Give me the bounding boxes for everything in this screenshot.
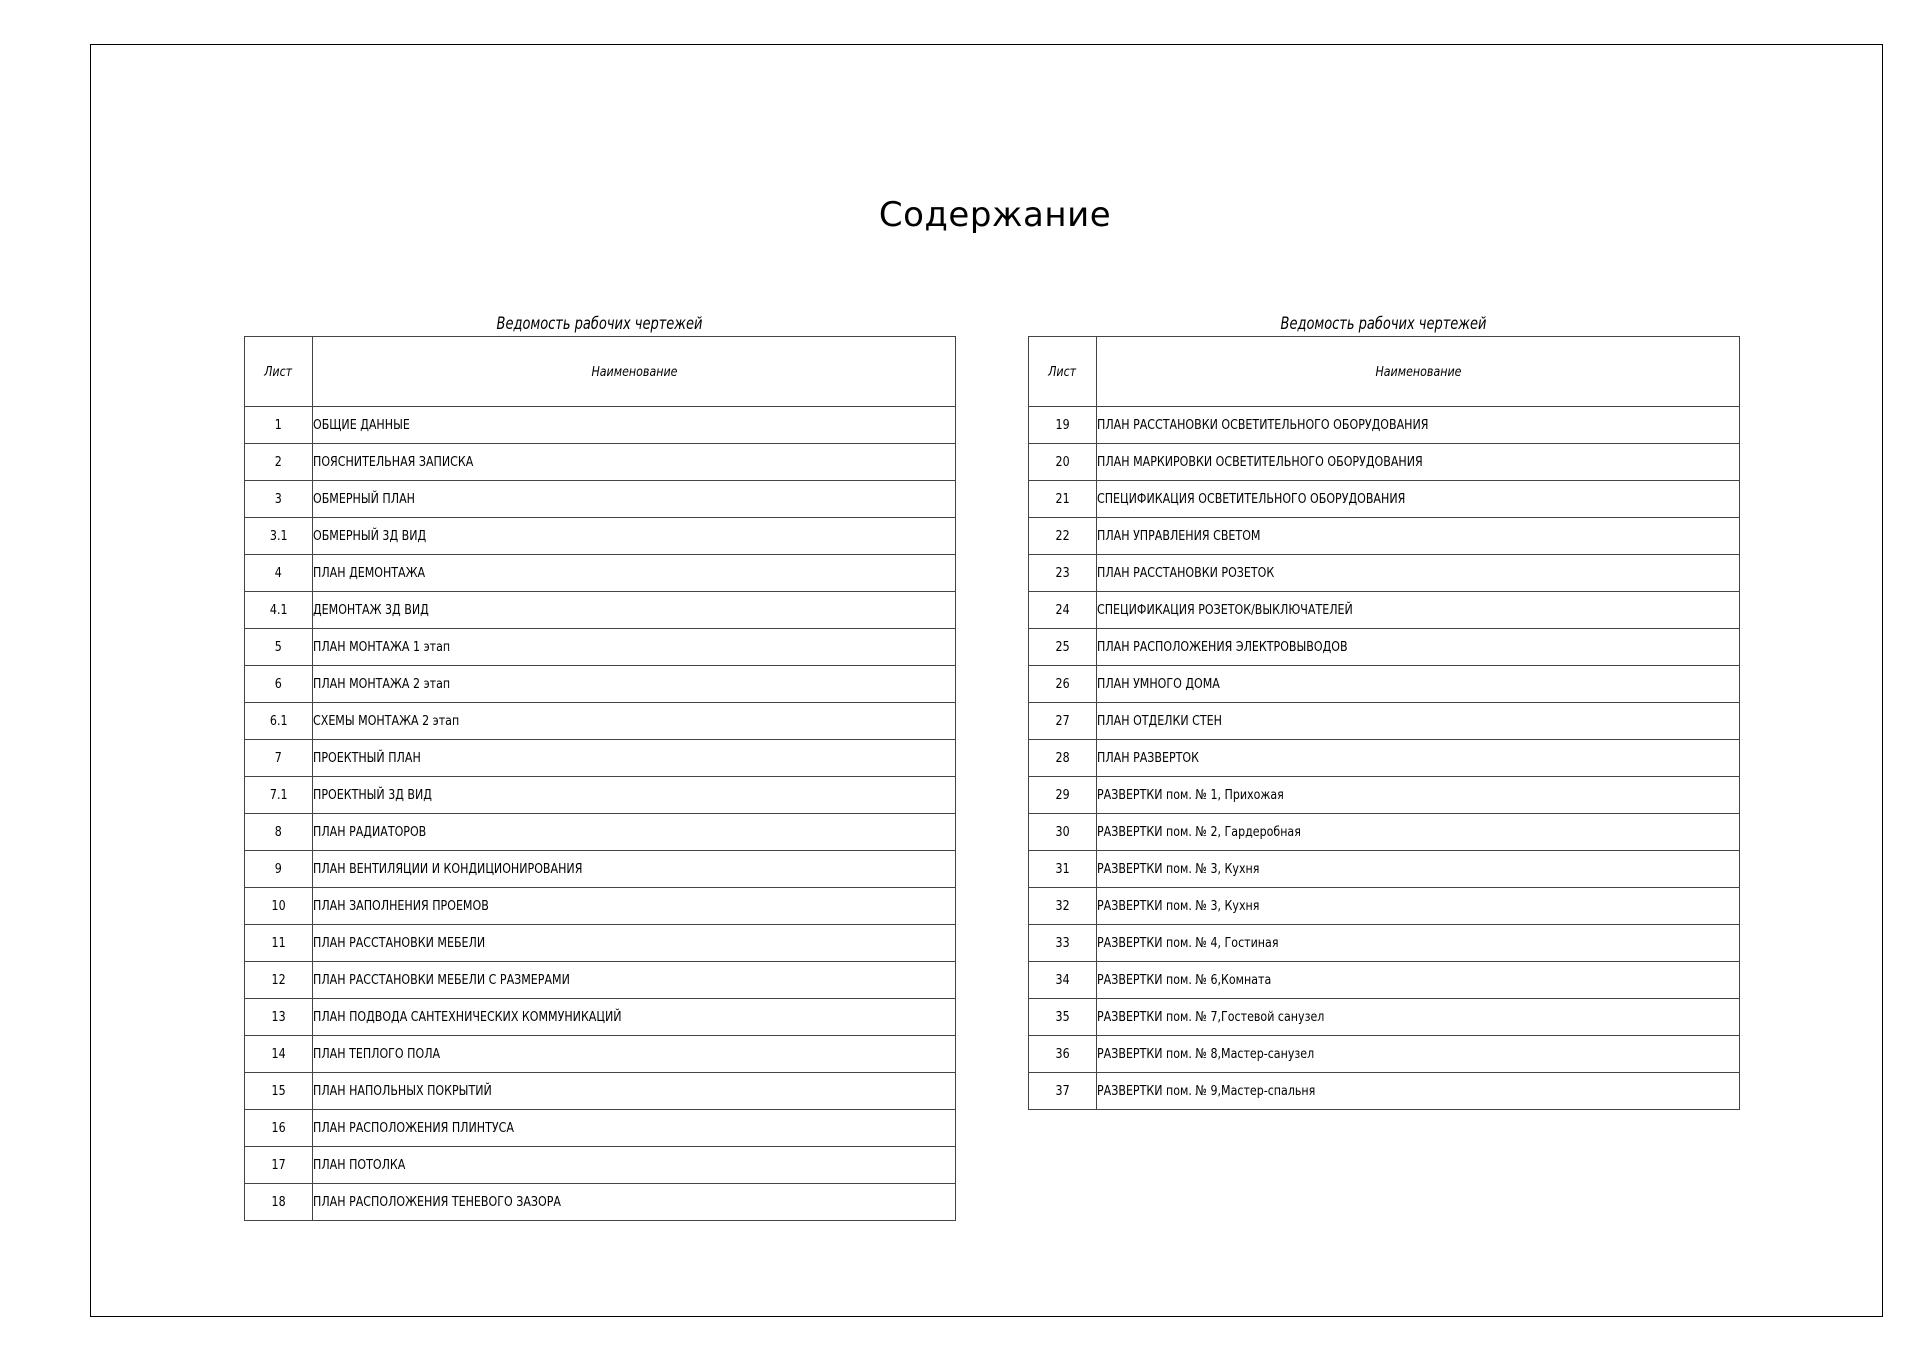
sheet-number: 6.1 (245, 703, 313, 740)
header-name: Наименование (313, 337, 956, 407)
sheet-list-right (1028, 312, 1739, 1110)
sheet-number: 10 (245, 888, 313, 925)
sheet-number: 35 (1029, 999, 1097, 1036)
sheet-name: ПЛАН РАДИАТОРОВ (313, 814, 956, 851)
sheet-number: 6 (245, 666, 313, 703)
sheet-number: 32 (1029, 888, 1097, 925)
sheet-name: РАЗВЕРТКИ пом. № 7,Гостевой санузел (1097, 999, 1740, 1036)
table-row (1029, 407, 1740, 444)
table-row (245, 592, 956, 629)
page-title: Содержание (878, 194, 1112, 235)
table-row (245, 407, 956, 444)
sheet-name: РАЗВЕРТКИ пом. № 2, Гардеробная (1097, 814, 1740, 851)
sheet-name: ПЛАН УМНОГО ДОМА (1097, 666, 1740, 703)
table-row (245, 1073, 956, 1110)
table-header-row (1029, 337, 1740, 407)
sheet-name: ПРОЕКТНЫЙ ПЛАН (313, 740, 956, 777)
sheet-number: 2 (245, 444, 313, 481)
table-row (245, 444, 956, 481)
table-row (1029, 999, 1740, 1036)
table-body (1029, 407, 1740, 1110)
table-row (1029, 777, 1740, 814)
sheet-number: 23 (1029, 555, 1097, 592)
sheet-name: ПЛАН ВЕНТИЛЯЦИИ И КОНДИЦИОНИРОВАНИЯ (313, 851, 956, 888)
sheet-name: ПОЯСНИТЕЛЬНАЯ ЗАПИСКА (313, 444, 956, 481)
sheet-number: 3 (245, 481, 313, 518)
sheet-name: ПЛАН ОТДЕЛКИ СТЕН (1097, 703, 1740, 740)
table-header-row (245, 337, 956, 407)
header-sheet: Лист (245, 337, 313, 407)
table-row (1029, 962, 1740, 999)
table-body (245, 407, 956, 1221)
header-name: Наименование (1097, 337, 1740, 407)
sheet-name: ДЕМОНТАЖ 3Д ВИД (313, 592, 956, 629)
table-row (1029, 592, 1740, 629)
sheet-number: 17 (245, 1147, 313, 1184)
table-row (245, 555, 956, 592)
sheet-name: РАЗВЕРТКИ пом. № 6,Комната (1097, 962, 1740, 999)
table-row (1029, 740, 1740, 777)
sheet-name: РАЗВЕРТКИ пом. № 3, Кухня (1097, 851, 1740, 888)
table-row (245, 1036, 956, 1073)
sheet-number: 22 (1029, 518, 1097, 555)
sheet-number: 28 (1029, 740, 1097, 777)
sheet-number: 16 (245, 1110, 313, 1147)
table-row (1029, 1036, 1740, 1073)
sheet-number: 20 (1029, 444, 1097, 481)
sheet-number: 12 (245, 962, 313, 999)
sheet-name: РАЗВЕРТКИ пом. № 1, Прихожая (1097, 777, 1740, 814)
sheet-number: 18 (245, 1184, 313, 1221)
sheet-number: 13 (245, 999, 313, 1036)
table-row (1029, 518, 1740, 555)
sheet-name: ПЛАН ПОТОЛКА (313, 1147, 956, 1184)
sheet-number: 15 (245, 1073, 313, 1110)
sheet-name: ПЛАН РАССТАНОВКИ МЕБЕЛИ (313, 925, 956, 962)
table-row (1029, 703, 1740, 740)
table-row (245, 962, 956, 999)
sheet-name: СПЕЦИФИКАЦИЯ РОЗЕТОК/ВЫКЛЮЧАТЕЛЕЙ (1097, 592, 1740, 629)
sheet-name: СХЕМЫ МОНТАЖА 2 этап (313, 703, 956, 740)
sheet-number: 24 (1029, 592, 1097, 629)
sheet-name: ПЛАН НАПОЛЬНЫХ ПОКРЫТИЙ (313, 1073, 956, 1110)
sheet-name: ПЛАН РАСПОЛОЖЕНИЯ ЭЛЕКТРОВЫВОДОВ (1097, 629, 1740, 666)
table-row (245, 740, 956, 777)
table-row (1029, 555, 1740, 592)
table-row (1029, 666, 1740, 703)
sheet-name: ПЛАН РАССТАНОВКИ РОЗЕТОК (1097, 555, 1740, 592)
sheet-number: 37 (1029, 1073, 1097, 1110)
sheet-name: ПЛАН РАССТАНОВКИ МЕБЕЛИ С РАЗМЕРАМИ (313, 962, 956, 999)
sheet-number: 31 (1029, 851, 1097, 888)
sheet-number: 5 (245, 629, 313, 666)
table-row (1029, 925, 1740, 962)
table-row (1029, 481, 1740, 518)
table-row (245, 888, 956, 925)
sheet-table (1028, 336, 1740, 1110)
table-row (245, 481, 956, 518)
sheet-number: 25 (1029, 629, 1097, 666)
sheet-name: ПЛАН УПРАВЛЕНИЯ СВЕТОМ (1097, 518, 1740, 555)
table-caption: Ведомость рабочих чертежей (1280, 314, 1487, 334)
sheet-number: 7.1 (245, 777, 313, 814)
sheet-name: ОБМЕРНЫЙ ПЛАН (313, 481, 956, 518)
sheet-table (244, 336, 956, 1221)
sheet-name: ОБМЕРНЫЙ 3Д ВИД (313, 518, 956, 555)
table-row (1029, 629, 1740, 666)
sheet-name: РАЗВЕРТКИ пом. № 8,Мастер-санузел (1097, 1036, 1740, 1073)
table-row (245, 1110, 956, 1147)
table-row (245, 629, 956, 666)
sheet-name: ПЛАН РАЗВЕРТОК (1097, 740, 1740, 777)
table-row (1029, 444, 1740, 481)
sheet-name: ПЛАН ЗАПОЛНЕНИЯ ПРОЕМОВ (313, 888, 956, 925)
sheet-name: ПЛАН ТЕПЛОГО ПОЛА (313, 1036, 956, 1073)
header-sheet: Лист (1029, 337, 1097, 407)
sheet-number: 7 (245, 740, 313, 777)
table-row (1029, 851, 1740, 888)
sheet-name: ПЛАН ПОДВОДА САНТЕХНИЧЕСКИХ КОММУНИКАЦИЙ (313, 999, 956, 1036)
sheet-number: 3.1 (245, 518, 313, 555)
sheet-number: 27 (1029, 703, 1097, 740)
sheet-number: 34 (1029, 962, 1097, 999)
sheet-name: ПРОЕКТНЫЙ 3Д ВИД (313, 777, 956, 814)
sheet-name: ОБЩИЕ ДАННЫЕ (313, 407, 956, 444)
sheet-list-left (244, 312, 955, 1221)
sheet-number: 4 (245, 555, 313, 592)
sheet-name: РАЗВЕРТКИ пом. № 3, Кухня (1097, 888, 1740, 925)
sheet-name: ПЛАН РАСПОЛОЖЕНИЯ ПЛИНТУСА (313, 1110, 956, 1147)
table-row (245, 925, 956, 962)
table-row (245, 1147, 956, 1184)
sheet-number: 36 (1029, 1036, 1097, 1073)
sheet-name: СПЕЦИФИКАЦИЯ ОСВЕТИТЕЛЬНОГО ОБОРУДОВАНИЯ (1097, 481, 1740, 518)
sheet-number: 21 (1029, 481, 1097, 518)
table-row (245, 1184, 956, 1221)
sheet-number: 11 (245, 925, 313, 962)
table-row (245, 814, 956, 851)
sheet-name: РАЗВЕРТКИ пом. № 9,Мастер-спальня (1097, 1073, 1740, 1110)
sheet-number: 19 (1029, 407, 1097, 444)
table-row (245, 666, 956, 703)
table-row (245, 777, 956, 814)
sheet-number: 30 (1029, 814, 1097, 851)
sheet-name: ПЛАН МОНТАЖА 1 этап (313, 629, 956, 666)
sheet-number: 14 (245, 1036, 313, 1073)
sheet-name: ПЛАН МОНТАЖА 2 этап (313, 666, 956, 703)
table-row (245, 518, 956, 555)
table-row (1029, 814, 1740, 851)
sheet-name: ПЛАН ДЕМОНТАЖА (313, 555, 956, 592)
sheet-number: 29 (1029, 777, 1097, 814)
sheet-number: 4.1 (245, 592, 313, 629)
sheet-number: 26 (1029, 666, 1097, 703)
table-row (245, 999, 956, 1036)
sheet-name: ПЛАН РАССТАНОВКИ ОСВЕТИТЕЛЬНОГО ОБОРУДОВАНИЯ (1097, 407, 1740, 444)
table-row (1029, 888, 1740, 925)
table-row (245, 851, 956, 888)
sheet-number: 1 (245, 407, 313, 444)
table-caption: Ведомость рабочих чертежей (496, 314, 703, 334)
table-row (1029, 1073, 1740, 1110)
sheet-number: 33 (1029, 925, 1097, 962)
sheet-name: ПЛАН МАРКИРОВКИ ОСВЕТИТЕЛЬНОГО ОБОРУДОВАНИЯ (1097, 444, 1740, 481)
table-row (245, 703, 956, 740)
sheet-name: ПЛАН РАСПОЛОЖЕНИЯ ТЕНЕВОГО ЗАЗОРА (313, 1184, 956, 1221)
sheet-number: 9 (245, 851, 313, 888)
sheet-number: 8 (245, 814, 313, 851)
sheet-name: РАЗВЕРТКИ пом. № 4, Гостиная (1097, 925, 1740, 962)
